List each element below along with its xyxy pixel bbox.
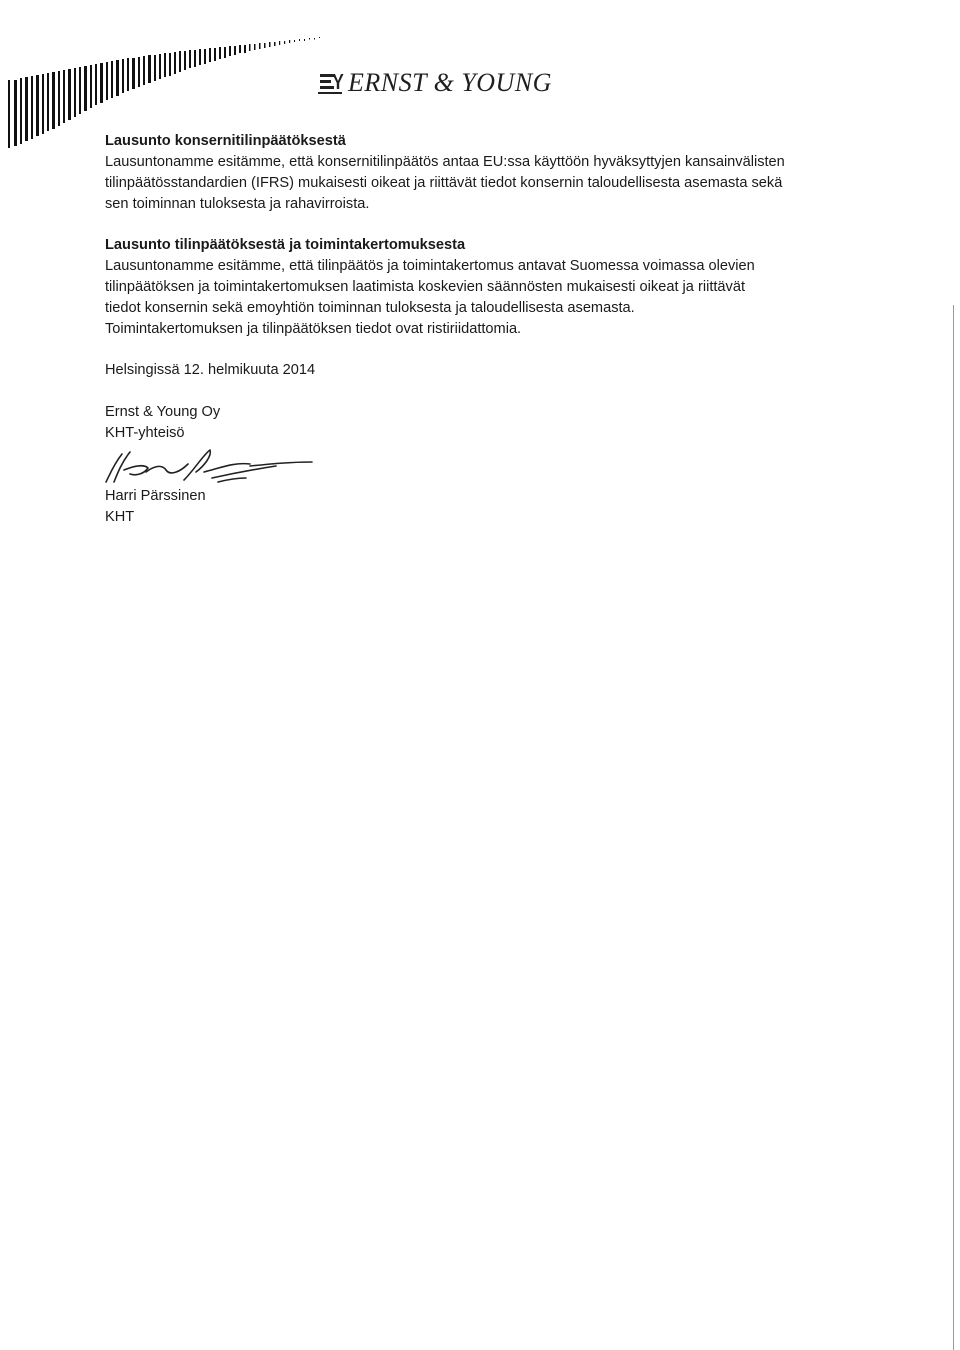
ey-logo-mark-icon — [318, 70, 344, 96]
company-logo — [318, 66, 552, 100]
firm-name: Ernst & Young Oy — [105, 404, 221, 420]
place-date: Helsingissä 12. helmikuuta 2014 — [105, 362, 316, 378]
margin-rule — [953, 305, 954, 1350]
section-paragraph: Lausuntonamme esitämme, että konsernitilinpäätös antaa EU:ssa käyttöön hyväksyttyjen kansainvälisten tilinpäätösstandardien (IFRS) mukaisesti oikeat ja riittävät tiedot konsernin taloudellisesta asemasta sekä sen toiminnan tuloksesta ja rahavirroista. — [105, 154, 785, 212]
firm-type: KHT-yhteisö — [105, 425, 185, 441]
handwritten-signature — [100, 442, 320, 496]
logo-text: ERNST & YOUNG — [348, 68, 552, 97]
section-heading: Lausunto tilinpäätöksestä ja toimintakertomuksesta — [105, 237, 466, 253]
signer-title: KHT — [105, 509, 135, 525]
section-paragraph: Lausuntonamme esitämme, että tilinpäätös ja toimintakertomus antavat Suomessa voimassa olevien tilinpäätöksen ja toimintakertomuksen laatimista koskevien säännösten mukaisesti oikeat ja riittävät tiedot konsernin sekä emoyhtiön toiminnan tuloksesta ja taloudellisesta asemasta. Toimintakertomuksen ja tilinpäätöksen tiedot ovat ristiriidattomia. — [105, 258, 755, 337]
signer-name: Harri Pärssinen — [105, 488, 206, 504]
section-heading: Lausunto konsernitilinpäätöksestä — [105, 133, 346, 149]
